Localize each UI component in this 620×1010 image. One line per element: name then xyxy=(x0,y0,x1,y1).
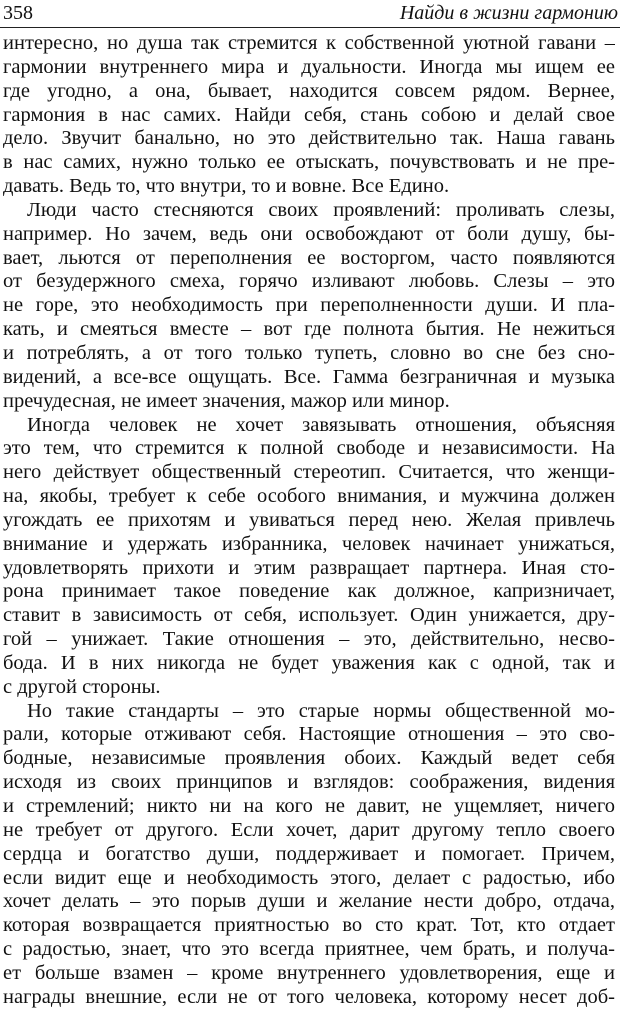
running-head xyxy=(0,2,620,26)
text-line: вает, льются от переполнения ее восторгом, часто появляются xyxy=(3,246,615,269)
paragraph xyxy=(3,199,615,414)
text-line: угождать ее прихотям и увиваться перед нею. Желая привлечь xyxy=(3,508,615,531)
text-line: Но такие стандарты – это старые нормы общественной мо- xyxy=(27,699,615,722)
text-line: бода. И в них никогда не будет уважения как с одной, так и xyxy=(3,651,615,674)
text-line: хочет делать – это порыв души и желание нести добро, отдача, xyxy=(3,890,615,913)
text-line: с радостью, знает, что это всегда приятнее, чем брать, и получа- xyxy=(3,938,615,961)
text-line: которая возвращается приятностью во сто крат. Тот, кто отдает xyxy=(3,914,615,937)
text-line: исходя из своих принципов и взглядов: соображения, видения xyxy=(3,771,615,794)
text-line: например. Но зачем, ведь они освобождают от боли душу, бы- xyxy=(3,222,615,245)
text-line: него действует общественный стереотип. Считается, что женщи- xyxy=(3,461,615,484)
text-line: ет больше взамен – кроме внутреннего удовлетворения, еще и xyxy=(3,961,615,984)
text-line: бодные, независимые проявления обоих. Каждый ведет себя xyxy=(3,747,615,770)
text-line: и стремлений; никто ни на кого не давит, не ущемляет, ничего xyxy=(3,795,615,817)
text-line: гармония в нас самих. Найди себя, стань собою и делай свое xyxy=(3,103,615,126)
text-line: сердца и богатство души, поддерживает и помогает. Причем, xyxy=(3,842,615,865)
text-line: внимание и удержать избранника, человек начинает унижаться, xyxy=(3,532,615,555)
text-line: удовлетворять прихоти и этим развращает партнера. Иная сто- xyxy=(3,556,615,579)
text-line: от безудержного смеха, горячо изливают любовь. Слезы – это xyxy=(3,270,615,293)
text-line: дело. Звучит банально, но это действительно так. Наша гавань xyxy=(3,127,615,150)
text-line: где угодно, а она, бывает, находится совсем рядом. Вернее, xyxy=(3,79,615,102)
paragraph xyxy=(3,414,615,700)
page-number: 358 xyxy=(3,2,33,24)
text-line: не требует от другого. Если хочет, дарит другому тепло своего xyxy=(3,818,615,841)
header-rule xyxy=(0,27,620,28)
text-line: гой – унижает. Такие отношения – это, действительно, несво- xyxy=(3,628,615,651)
text-line: не горе, это необходимость при переполненности души. И пла- xyxy=(3,294,615,317)
paragraph xyxy=(3,700,615,1010)
text-line: кать, и смеяться вместе – вот где полнота бытия. Не нежиться xyxy=(3,318,615,341)
text-line: давать. Ведь то, что внутри, то и вовне. Все Едино. xyxy=(3,175,450,198)
text-line: Люди часто стесняются своих проявлений: проливать слезы, xyxy=(27,198,615,221)
text-line: с другой стороны. xyxy=(3,675,161,698)
paragraph xyxy=(3,32,615,199)
text-line: рали, которые отживают себя. Настоящие отношения – это сво- xyxy=(3,723,615,746)
text-line: на, якобы, требует к себе особого внимания, и мужчина должен xyxy=(3,485,615,508)
text-line: если видит еще и необходимость этого, делает с радостью, ибо xyxy=(3,866,615,889)
text-line: рона принимает такое поведение как должное, капризничает, xyxy=(3,580,615,603)
running-head-title: Найди в жизни гармонию xyxy=(399,2,618,24)
text-line: Иногда человек не хочет завязывать отношения, объясняя xyxy=(27,413,615,436)
text-line: и потреблять, а от того только тупеть, словно во сне без сно- xyxy=(3,341,615,364)
text-line: интересно, но душа так стремится к собственной уютной гавани – xyxy=(3,32,615,54)
text-line: в нас самих, нужно только ее отыскать, почувствовать и не пре- xyxy=(3,151,615,174)
body-text xyxy=(3,32,615,1010)
text-line: награды внешние, если не от того человека, которому несет доб- xyxy=(3,985,615,1008)
text-line: пречудесная, не имеет значения, мажор или минор. xyxy=(3,389,450,412)
text-line: это тем, что стремится к полной свободе и независимости. На xyxy=(3,437,615,460)
text-line: видений, а все-все ощущать. Все. Гамма безграничная и музыка xyxy=(3,365,615,388)
text-line: ставит в зависимость от себя, использует. Один унижается, дру- xyxy=(3,604,615,627)
text-line: гармонии внутреннего мира и дуальности. Иногда мы ищем ее xyxy=(3,55,615,78)
